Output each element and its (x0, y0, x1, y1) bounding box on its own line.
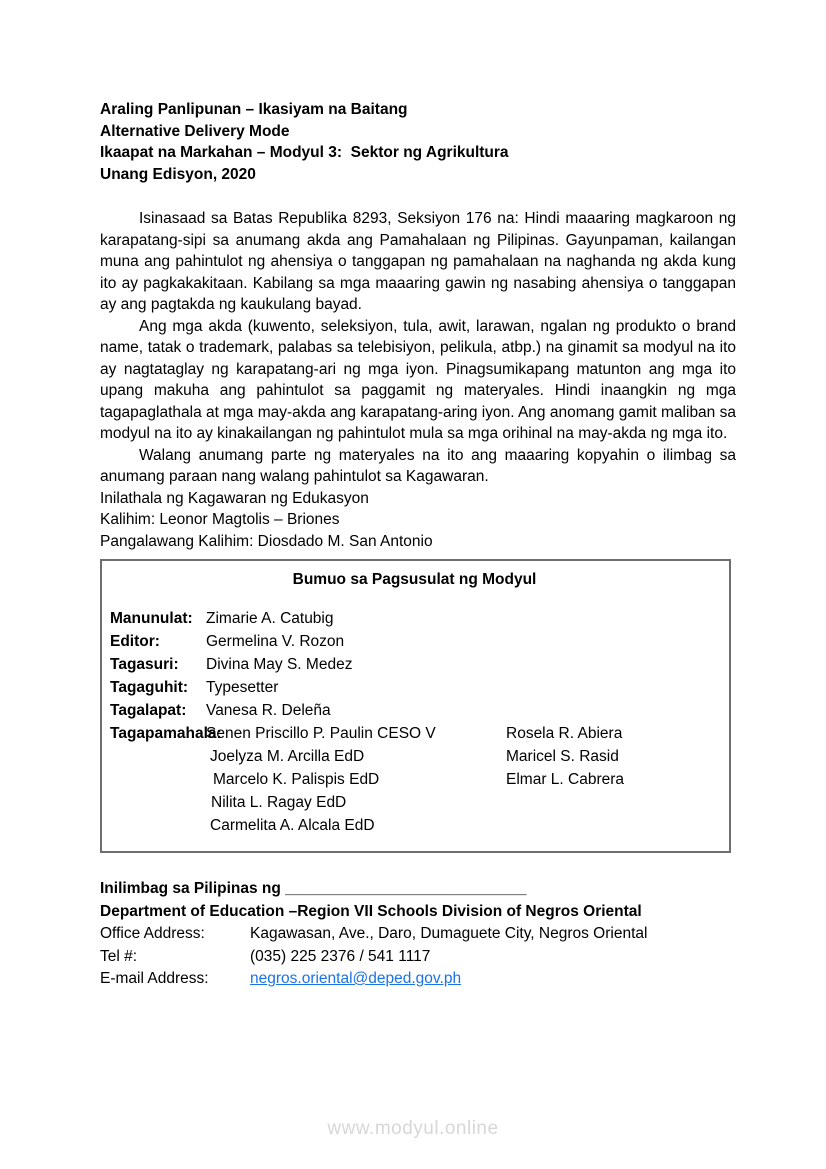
published-by-line: Inilathala ng Kagawaran ng Edukasyon (100, 489, 369, 507)
credit-row-editor (110, 630, 719, 653)
email-row (100, 968, 736, 991)
department-line: Department of Education –Region VII Schools Division of Negros Oriental (100, 902, 642, 920)
management-name: Joelyza M. Arcilla EdD (210, 748, 365, 765)
management-names (206, 722, 719, 837)
credit-value: Vanesa R. Deleña (206, 702, 331, 719)
management-name-row (206, 722, 719, 745)
telephone-label: Tel #: (100, 947, 138, 965)
management-name-row (206, 791, 719, 814)
credit-row-management (110, 722, 719, 837)
email-value (250, 968, 736, 991)
credit-value: Germelina V. Rozon (206, 633, 345, 650)
credit-label: Tagasuri: (110, 656, 179, 673)
secretary-line: Kalihim: Leonor Magtolis – Briones (100, 511, 340, 528)
management-name: Senen Priscillo P. Paulin CESO V (206, 725, 436, 742)
management-name: Nilita L. Ragay EdD (211, 794, 347, 811)
page-content (100, 99, 736, 991)
credit-label: Manunulat: (110, 610, 193, 627)
credit-row-reviewer (110, 653, 719, 676)
management-name-row (206, 814, 719, 837)
management-name: Rosela R. Abiera (506, 725, 623, 742)
module-title: Ikaapat na Markahan – Modyul 3: Sektor ng Agrikultura (100, 144, 509, 161)
printing-info (100, 878, 736, 991)
credit-label: Tagalapat: (110, 702, 187, 719)
credit-value: Typesetter (206, 679, 279, 696)
copyright-paragraph-3: Walang anumang parte ng materyales na ito ang maaaring kopyahin o ilimbag sa anumang paraan nang walang pahintulot sa Kagawaran. (100, 446, 736, 485)
telephone-value: (035) 225 2376 / 541 1117 (250, 947, 431, 965)
delivery-mode: Alternative Delivery Mode (100, 122, 290, 140)
credit-value: Divina May S. Medez (206, 656, 353, 673)
office-address-label: Office Address: (100, 925, 205, 942)
title-block (100, 99, 736, 185)
management-name: Maricel S. Rasid (506, 748, 619, 765)
credit-label: Editor: (110, 633, 160, 650)
management-name: Elmar L. Cabrera (506, 771, 625, 788)
office-address-value: Kagawasan, Ave., Daro, Dumaguete City, Negros Oriental (250, 925, 648, 942)
management-name-row (206, 768, 719, 791)
copyright-paragraph-1: Isinasaad sa Batas Republika 8293, Seksiyon 176 na: Hindi maaaring magkaroon ng karapatang-sipi sa anumang akda ang Pamahalaan ng Pilipinas. Gayunpaman, kailangan muna ang pahintulot ng ahensiya o tanggapan ng pamahalaan na naghanda ng akda kung ito ay pagkakakitaan. Kabilang sa mga maaaring gawin ng nasabing ahensiya o tanggapan ay ang pagtakda ng kaukulang bayad. (100, 210, 736, 313)
edition-line: Unang Edisyon, 2020 (100, 165, 256, 183)
email-label: E-mail Address: (100, 970, 209, 987)
management-name-row (206, 745, 719, 768)
credit-label: Tagaguhit: (110, 679, 189, 696)
credit-row-layout (110, 699, 719, 722)
office-address-row (100, 923, 736, 946)
copyright-text (100, 208, 736, 552)
management-name: Marcelo K. Palispis EdD (213, 771, 380, 788)
management-name: Carmelita A. Alcala EdD (210, 817, 375, 834)
credit-label: Tagapamahala: (110, 725, 222, 742)
development-team-title: Bumuo sa Pagsusulat ng Modyul (292, 571, 537, 588)
management-name (506, 791, 719, 814)
management-name (506, 814, 719, 837)
credit-row-illustrator (110, 676, 719, 699)
subject-title: Araling Panlipunan – Ikasiyam na Baitang (100, 101, 408, 118)
watermark-text: www.modyul.online (327, 1118, 499, 1139)
telephone-row (100, 946, 736, 969)
copyright-paragraph-2: Ang mga akda (kuwento, seleksiyon, tula, awit, larawan, ngalan ng produkto o brand name, tatak o trademark, palabas sa telebisiyon, pelikula, atbp.) na ginamit sa modyul na ito ay nagtataglay ng karapatang-ari ng mga iyon. Pinagsumikapang matunton ang mga ito upang makuha ang pahintulot sa paggamit ng materyales. Hindi inaangkin ng mga tagapaglathala at mga may-akda ang karapatang-aring iyon. Ang anomang gamit maliban sa modyul na ito ay kinakailangan ng pahintulot mula sa mga orihinal na may-akda ng mga ito. (100, 317, 736, 442)
credit-row-writer (110, 607, 719, 630)
email-link[interactable]: negros.oriental@deped.gov.ph (250, 970, 462, 987)
credit-value: Zimarie A. Catubig (206, 610, 334, 627)
development-team-box (100, 559, 731, 853)
printed-by-line: Inilimbag sa Pilipinas ng ____________________________ (100, 880, 527, 897)
undersecretary-line: Pangalawang Kalihim: Diosdado M. San Antonio (100, 532, 433, 550)
